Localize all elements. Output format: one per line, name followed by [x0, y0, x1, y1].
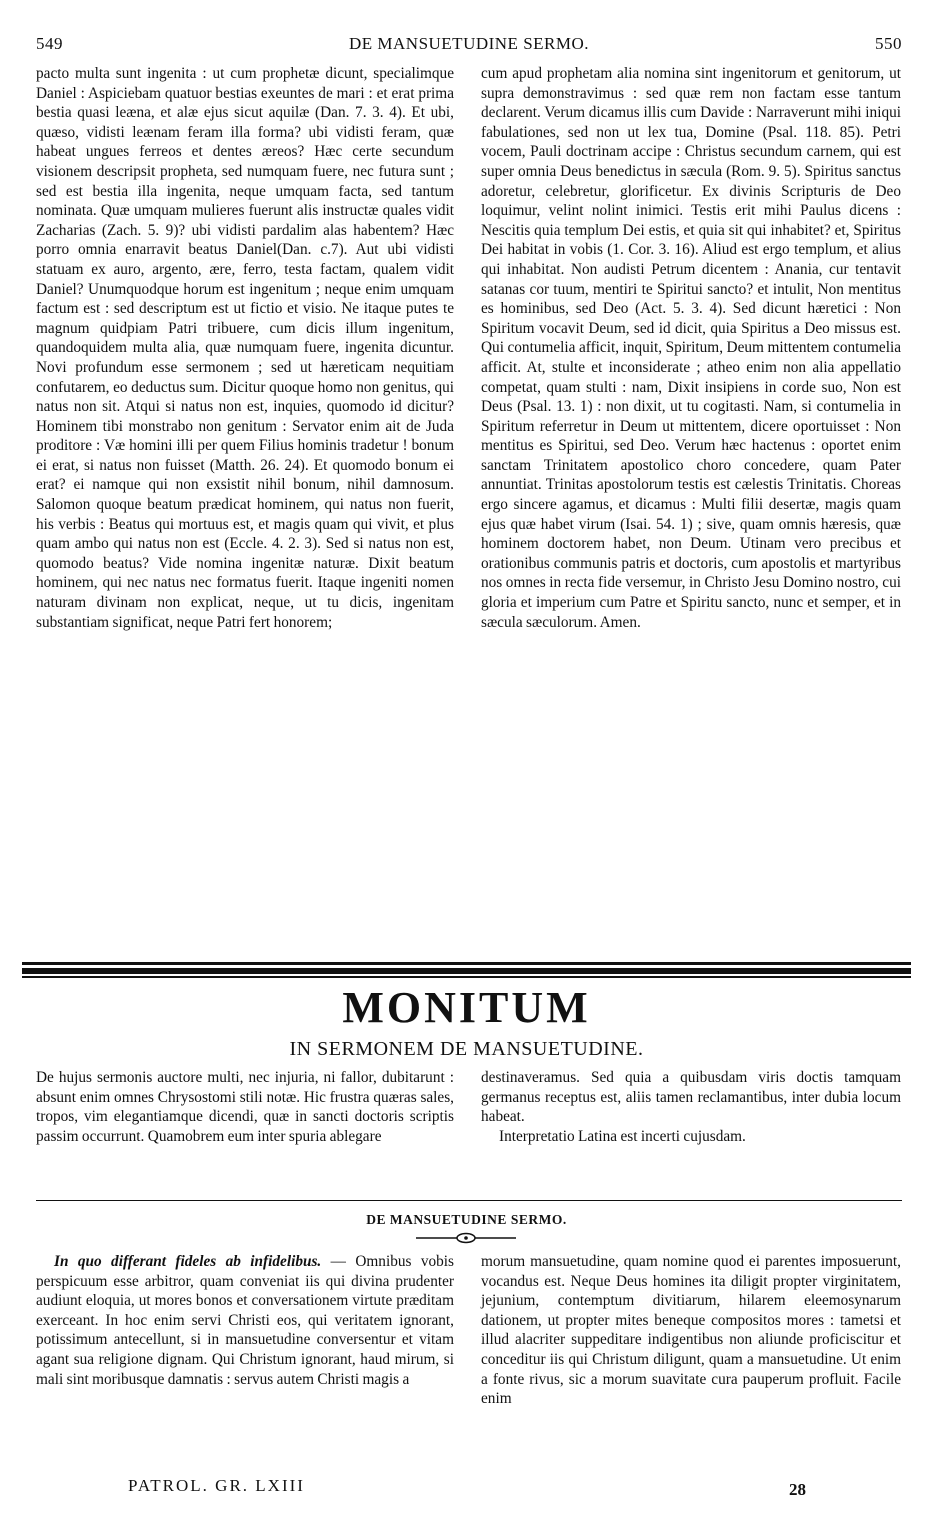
- sermo-left-text: — Omnibus vobis perspicuum esse arbitror, quam conveniat iis qui divina prudenter audiunt eloquia, ut mores bonos et conversationem virtute præditam exerceant. In hoc enim servi Christi eos, qui veritatem ignorant, potissimum antecellunt, si in mansuetudine conversentur et vitam agant sua religione dignam. Qui Christum ignorant, haud mirum, si mali sint moribusque damnatis : servus autem Christi magis a: [36, 1253, 455, 1388]
- footer-number: 28: [789, 1480, 806, 1499]
- monitum-title: MONITUM: [342, 983, 591, 1032]
- column-left-text: pacto multa sunt ingenita : ut cum prophetæ dicunt, specialimque Daniel : Aspiciebam quatuor bestias exeuntes de mari : et erat prima bestia quasi leæna, et alæ ejus sicut aquilæ (Dan. 7. 3. 4). Et ubi, quæso, vidisti leænam feram illa forma? ubi vidisti feram, quæ habeat ungues ferreos et dentes æreos? Hæc certe secundum visionem descripsit propheta, sed numquam fuere, nec futura sunt ; sed est bestia illa ingenita, neque umquam facta, sed tantum nominata. Quæ umquam mulieres fuerunt alis instructæ quales vidit Zacharias (Zach. 5. 9)? ubi vidisti pardalim alas habentem? Hæc porro omnia enarravit beatus Daniel(Dan. c.7). Aut ubi vidisti statuam ex auro, argento, ære, ferro, testa factam, qualem vidit Daniel? Unumquodque horum est ingenitum ; neque enim umquam factum est : sed descriptum est ut fictio et visio. Ne itaque putes te magnum quidpiam Patri tribuere, cum dicis illum ingenitum, quandoquidem multa alia, quæ numquam fuere, ingenita dicuntur. Novi profundum esse sermonem ; sed ut hæreticam nequitiam confutarem, eo deductus sum. Dicitur quoque homo non genitus, qui natus non sit. Atqui si natus non est, inquies, quomodo id dicitur? Hominem tibi monstrabo non genitum : Servator enim ait de Juda proditore : Væ homini illi per quem Filius hominis tradetur ! bonum ei erat, si natus non fuisset (Matth. 26. 24). Et quomodo bonum ei erat? ei namque qui non exsistit nihil bonum, nihil damnosum. Salomon quoque beatum prædicat hominem, qui natus non fuerit, his verbis : Beatus qui mortuus est, et magis quam qui vivit, et plus quam ambo qui natus non est (Eccle. 4. 2. 3). Sed si natus non est, quomodo beatus? Vide nomina ingenitæ naturæ. Dixit beatum hominem, qui nec natus nec formatus fuerit. Itaque ingeniti nomen naturam divinam non explicat, neque, ut tu dicis, ingenitam substantiam significat, neque Patri fert honorem;: [36, 65, 454, 631]
- running-title: DE MANSUETUDINE SERMO.: [348, 34, 590, 53]
- running-head: [36, 34, 902, 60]
- monitum-column-right: [481, 1068, 901, 1146]
- section-rule: [36, 1200, 902, 1201]
- monitum-left-text: De hujus sermonis auctore multi, nec injuria, ni fallor, dubitarunt : absunt enim omnes Chrysostomi stili notæ. Hic frustra quæras sales, tropos, vim elegantiamque dicendi, quæ in sancti doctoris scriptis passim occurrunt. Quamobrem eum inter spuria ablegare: [36, 1069, 454, 1145]
- column-right-text: cum apud prophetam alia nomina sint ingenitorum et genitorum, ut supra demonstravimus : sed quæ rem non factam esse tantum declarent. Verum dicamus illis cum Davide : Narraverunt mihi iniqui fabulationes, sed non ut lex tua, Domine (Psal. 118. 85). Petri vocem, Pauli doctrinam accipe : Christus secundum carnem, qui est super omnia Deus benedictus in sæcula (Rom. 9. 5). Spiritus sanctus adoretur, celebretur, glorificetur. Ex divinis Scripturis de Deo loquimur, velint nolint inimici. Testis erit mihi Paulus dicens : Nescitis quia templum Dei estis, et quia sit qui inhabitet? et, Spiritus Dei habitat in vobis (1. Cor. 3. 16). Aliud est ergo templum, et alius qui inhabitat. Non audisti Petrum dicentem : Anania, cur tentavit satanas cor tuum, mentiri te Spiritui sancto? et intulit, Non mentitus es hominibus, sed Deo (Act. 5. 3. 4). Sed dicunt hæretici : Non Spiritum vocavit Deum, sed id dicit, quia Spiritus a Deo missus est. Qui contumelia afficit, inquit, Spiritum, Deum mittentem contumelia afficit. At, stulte et inconsiderate ; atheo enim non alia appellatio competat, quam stulti : nam, Dixit insipiens in corde suo, Non est Deus (Psal. 13. 1) : non dixit, ut tu cogitasti. Nam, si contumelia in Spiritum referretur in Deum ut mittentem, dicere oportuisset : Non mentitus es Spiritui, sed Deo. Verum hæc hactenus : oportet enim sanctam Trinitatem apostolico choro concedere, quam Pater annuntiat. Trinitas apostolorum testis est cælestis Trinitatis. Choreas ergo sincere agamus, et dicamus : Multi filii desertæ, magis quam ejus quæ habet virum (Isai. 54. 1) ; sive, quam omnis hæresis, quæ hominem doctorem habet, non Deum. Utinam vero precibus et orationibus communis patris et doctoris, cum apostolis et martyribus nos omnes in recta fide versemur, in Christo Jesu Domino nostro, cui gloria et imperium cum Patre et Spiritu sancto, nunc et semper, et in sæcula sæculorum. Amen.: [481, 65, 901, 631]
- monitum-right-text: destinaveramus. Sed quia a quibusdam viris doctis tamquam germanus receptus est, aliis tamen reclamantibus, inter dubia locum habeat.: [481, 1069, 901, 1126]
- ornament: [416, 1232, 516, 1244]
- sermo-lead: In quo differant fideles ab infidelibus.: [54, 1253, 322, 1270]
- column-right: [481, 64, 901, 632]
- monitum-column-left: [36, 1068, 454, 1146]
- sermo-right-text: morum mansuetudine, quam nomine quod ei parentes imposuerunt, vocandus est. Neque Deus homines ita diligit propter virginitatem, jejunium, contemptum divitiarum, hilarem eleemosynarum dationem, ut propter mites beneque compositos mores : tametsi et illud alacriter suppeditare indigentibus non aliunde proficiscitur et conceditur iis qui Christum diligunt, quam a mansuetudine. Ut enim a fonte rivus, sic a morum suavitate cura pauperum profluit. Facile enim: [481, 1253, 901, 1408]
- monitum-subtitle: IN SERMONEM DE MANSUETUDINE.: [289, 1038, 644, 1060]
- sermo-heading: DE MANSUETUDINE SERMO.: [366, 1212, 567, 1227]
- ornamental-divider: [22, 962, 911, 980]
- page-number-left: 549: [36, 34, 63, 53]
- footer-signature: PATROL. GR. LXIII: [128, 1476, 305, 1495]
- page-number-right: 550: [875, 34, 902, 53]
- column-left: [36, 64, 454, 632]
- sermo-column-left: [36, 1252, 454, 1389]
- sermo-column-right: [481, 1252, 901, 1409]
- monitum-interpretatio: Interpretatio Latina est incerti cujusdam.: [499, 1127, 746, 1145]
